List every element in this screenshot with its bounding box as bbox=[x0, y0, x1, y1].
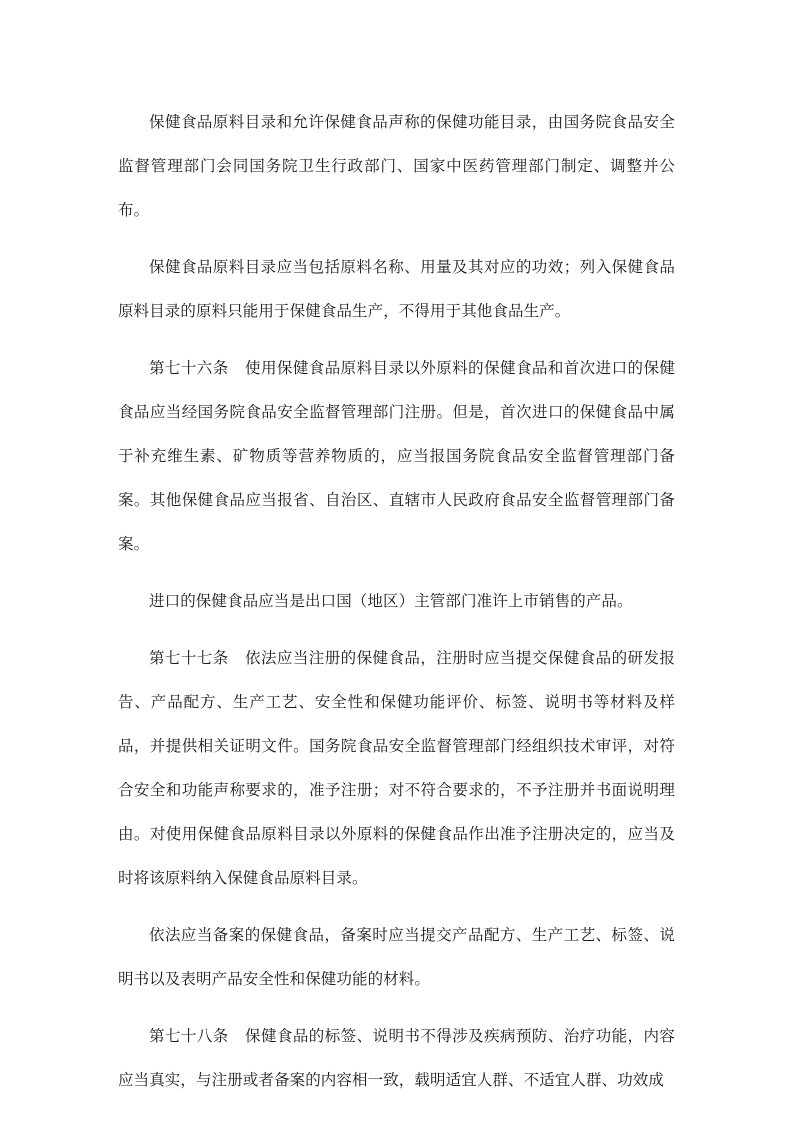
paragraph bbox=[118, 346, 675, 566]
paragraph-text: 保健食品原料目录应当包括原料名称、用量及其对应的功效；列入保健食品原料目录的原料只能用于保健食品生产，不得用于其他食品生产。 bbox=[118, 258, 675, 320]
paragraph bbox=[118, 913, 675, 1001]
article-number: 第七十六条 bbox=[149, 359, 229, 377]
article-number: 第七十八条 bbox=[149, 1027, 229, 1045]
paragraph-text: 依法应当注册的保健食品，注册时应当提交保健食品的研发报告、产品配方、生产工艺、安全性和保健功能评价、标签、说明书等材料及样品，并提供相关证明文件。国务院食品安全监督管理部门经组织技术审评，对符合安全和功能声称要求的，准予注册；对不符合要求的，不予注册并书面说明理由。对使用保健食品原料目录以外原料的保健食品作出准予注册决定的，应当及时将该原料纳入保健食品原料目录。 bbox=[118, 649, 675, 887]
paragraph-text: 进口的保健食品应当是出口国（地区）主管部门准许上市销售的产品。 bbox=[149, 592, 633, 610]
paragraph-text: 依法应当备案的保健食品，备案时应当提交产品配方、生产工艺、标签、说明书以及表明产品安全性和保健功能的材料。 bbox=[118, 926, 675, 988]
paragraph-text: 使用保健食品原料目录以外原料的保健食品和首次进口的保健食品应当经国务院食品安全监督管理部门注册。但是，首次进口的保健食品中属于补充维生素、矿物质等营养物质的，应当报国务院食品安全监督管理部门备案。其他保健食品应当报省、自治区、直辖市人民政府食品安全监督管理部门备案。 bbox=[118, 359, 675, 553]
paragraph bbox=[118, 1014, 675, 1102]
paragraph bbox=[118, 579, 675, 623]
paragraph-text: 保健食品原料目录和允许保健食品声称的保健功能目录，由国务院食品安全监督管理部门会同国务院卫生行政部门、国家中医药管理部门制定、调整并公布。 bbox=[118, 113, 675, 219]
article-number: 第七十七条 bbox=[149, 649, 229, 667]
paragraph bbox=[118, 245, 675, 333]
paragraph bbox=[118, 100, 675, 232]
paragraph-text: 保健食品的标签、说明书不得涉及疾病预防、治疗功能，内容应当真实，与注册或者备案的内容相一致，载明适宜人群、不适宜人群、功效成 bbox=[118, 1027, 675, 1089]
paragraph bbox=[118, 636, 675, 900]
